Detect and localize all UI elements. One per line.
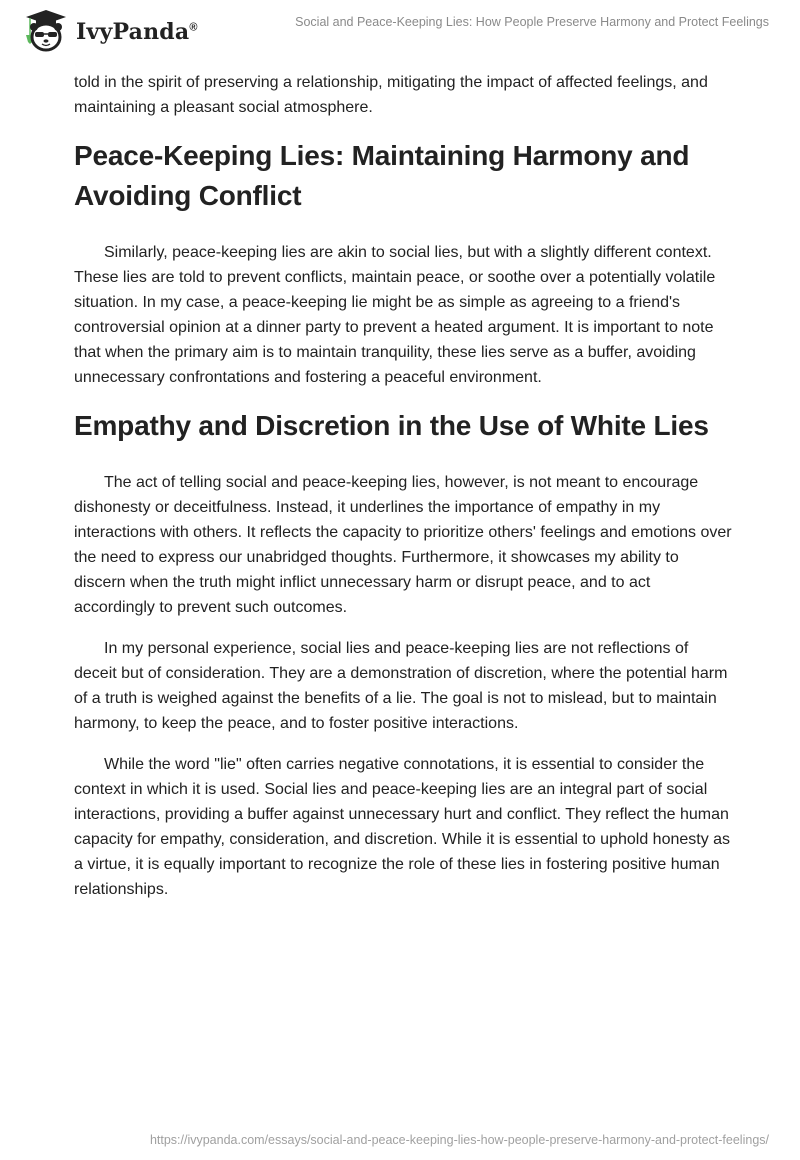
logo-text: IvyPanda® [76, 19, 198, 45]
section-heading-peace-keeping: Peace-Keeping Lies: Maintaining Harmony and Avoiding Conflict [74, 140, 690, 211]
source-url[interactable]: https://ivypanda.com/essays/social-and-peace-keeping-lies-how-people-preserve-harmony-and-protect-feelings/ [149, 1133, 769, 1147]
document-title: Social and Peace-Keeping Lies: How People Preserve Harmony and Protect Feelings [295, 15, 769, 29]
intro-paragraph-fragment: told in the spirit of preserving a relationship, mitigating the impact of affected feelings, and maintaining a pleasant social atmosphere. [74, 74, 708, 116]
page-header [0, 0, 800, 60]
section-heading-empathy: Empathy and Discretion in the Use of White Lies [74, 410, 709, 441]
paragraph: Similarly, peace-keeping lies are akin to social lies, but with a slightly different context. These lies are told to prevent conflicts, maintain peace, or soothe over a potentially volatile situation. In my case, a peace-keeping lie might be as simple as agreeing to a friend's controversial opinion at a dinner party to prevent a heated argument. It is important to note that when the primary aim is to maintain tranquility, these lies serve as a buffer, avoiding unnecessary confrontations and fostering a peaceful environment. [74, 244, 716, 386]
paragraph: The act of telling social and peace-keeping lies, however, is not meant to encourage dishonesty or deceitfulness. Instead, it underlines the importance of empathy in my interactions with others. It reflects the capacity to prioritize others' feelings and emotions over the need to express our unabridged thoughts. Furthermore, it showcases my ability to discern when the truth might inflict unnecessary harm or disrupt peace, and to act accordingly to prevent such outcomes. [74, 474, 732, 616]
paragraph: While the word "lie" often carries negative connotations, it is essential to consider the context in which it is used. Social lies and peace-keeping lies are an integral part of social interactions, providing a buffer against unnecessary hurt and conflict. They reflect the human capacity for empathy, consideration, and discretion. While it is essential to uphold honesty as a virtue, it is equally important to recognize the role of these lies in fostering positive human relationships. [74, 756, 731, 898]
panda-graduate-icon [18, 8, 70, 52]
essay-content [74, 70, 734, 918]
ivypanda-logo[interactable] [18, 8, 198, 52]
paragraph: In my personal experience, social lies and peace-keeping lies are not reflections of deceit but of consideration. They are a demonstration of discretion, where the potential harm of a truth is weighed against the benefits of a lie. The goal is not to mislead, but to maintain harmony, to keep the peace, and to foster positive interactions. [74, 640, 728, 732]
